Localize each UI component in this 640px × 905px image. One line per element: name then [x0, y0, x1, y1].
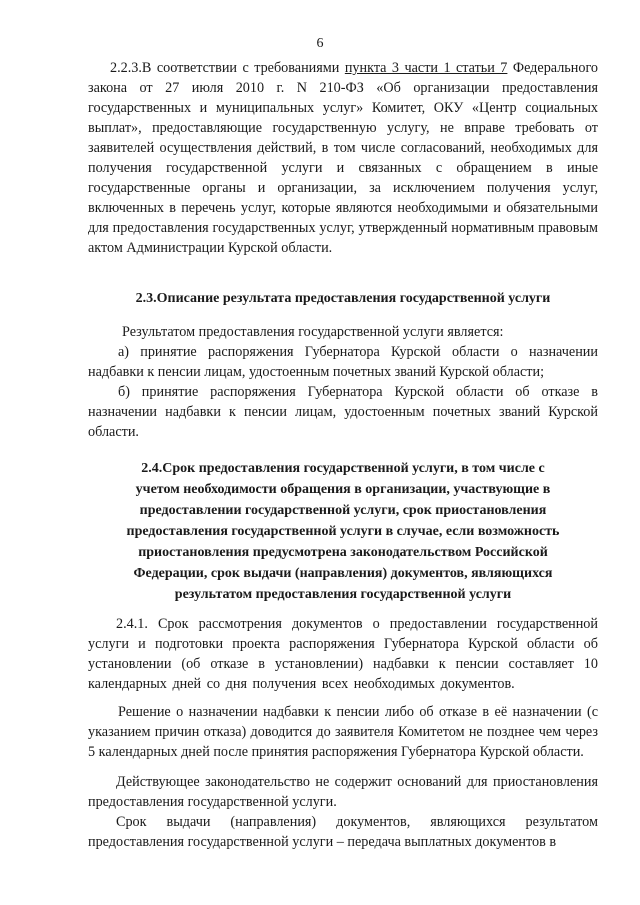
paragraph-issue-deadline: Срок выдачи (направления) документов, являющихся результатом предоставления государственной услуги – передача выплатных документов в [88, 814, 598, 850]
paragraph-2-2-3-prefix: 2.2.3.В соответствии с требованиями [110, 60, 345, 76]
paragraph-2-4-1: 2.4.1. Срок рассмотрения документов о предоставлении государственной услуги и подготовки проекта распоряжения Губернатора Курской области об установлении (об отказе в установлении) надбавки к пенсии составляет 10 календарных дней со дня получения всех необходимых документов. [88, 616, 598, 692]
paragraph-2-2-3 [88, 58, 598, 258]
heading-line: учетом необходимости обращения в организации, участвующие в [135, 482, 551, 497]
heading-line: 2.4.Срок предоставления государственной услуги, в том числе с [141, 461, 545, 476]
heading-line: предоставлении государственной услуги, срок приостановления [139, 503, 547, 518]
section-heading-2-4 [88, 458, 598, 605]
page-number: 6 [316, 36, 324, 51]
result-intro: Результатом предоставления государственной услуги является: [122, 324, 504, 340]
result-item-b: б) принятие распоряжения Губернатора Курской области об отказе в назначении надбавки к пенсии лицам, удостоенным почетных званий Курской области. [88, 384, 598, 440]
heading-line: Федерации, срок выдачи (направления) документов, являющихся [133, 566, 553, 581]
heading-line: предоставления государственной услуги в случае, если возможность [126, 524, 560, 539]
section-heading-2-3: 2.3.Описание результата предоставления государственной услуги [135, 291, 551, 306]
heading-line: результатом предоставления государственной услуги [174, 587, 512, 602]
heading-line: приостановления предусмотрена законодательством Российской [138, 545, 548, 560]
paragraph-decision: Решение о назначении надбавки к пенсии либо об отказе в её назначении (с указанием причин отказа) доводится до заявителя Комитетом не позднее чем через 5 календарных дней после принятия распоряжения Губернатора Курской области. [88, 704, 598, 760]
law-reference-link[interactable]: пункта 3 части 1 статьи 7 [344, 60, 508, 76]
paragraph-2-2-3-rest: Федерального закона от 27 июля 2010 г. N 210-ФЗ «Об организации предоставления государственных и муниципальных услуг» Комитет, ОКУ «Центр социальных выплат», предоставляющие государственную услугу, не вправе требовать от заявителей осуществления действий, в том числе согласований, необходимых для получения государственной услуги и связанных с обращением в иные государственные органы и организации, за исключением получения услуг, включенных в перечень услуг, которые являются необходимыми и обязательными для предоставления государственных услуг, утвержденный нормативным правовым актом Администрации Курской области. [88, 60, 599, 256]
paragraph-legislation: Действующее законодательство не содержит оснований для приостановления предоставления государственной услуги. [88, 774, 598, 810]
result-item-a: а) принятие распоряжения Губернатора Курской области о назначении надбавки к пенсии лицам, удостоенным почетных званий Курской области; [88, 344, 598, 380]
